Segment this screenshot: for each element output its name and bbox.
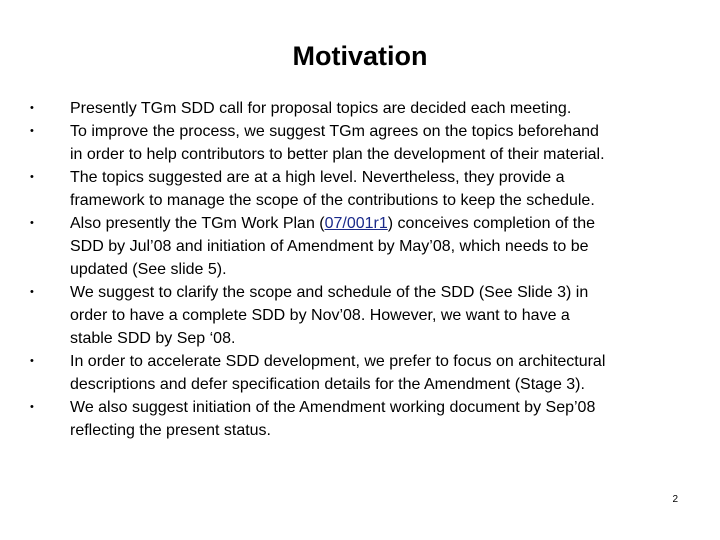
bullet-line: The topics suggested are at a high level. Nevertheless, they provide a: [70, 169, 565, 186]
bullet-line: descriptions and defer specification details for the Amendment (Stage 3).: [70, 376, 585, 393]
bullet-dot-icon: •: [30, 401, 34, 413]
bullet-item: [30, 350, 690, 396]
work-plan-link[interactable]: 07/001r1: [324, 215, 388, 232]
bullet-line: We suggest to clarify the scope and schedule of the SDD (See Slide 3) in: [70, 284, 589, 301]
bullet-line: Presently TGm SDD call for proposal topics are decided each meeting.: [70, 100, 572, 117]
bullet-text: [70, 281, 690, 350]
page-number: 2: [672, 494, 678, 505]
bullet-item: [30, 97, 690, 120]
bullet-line: [70, 212, 690, 235]
bullet-line: order to have a complete SDD by Nov’08. However, we want to have a: [70, 307, 570, 324]
bullet-text: [70, 350, 690, 396]
bullet-text-segment: ) conceives completion of the: [387, 215, 595, 232]
bullet-dot-icon: •: [30, 102, 34, 114]
bullet-item: [30, 396, 690, 442]
bullet-text: [70, 97, 690, 120]
bullet-text-segment: Also presently the TGm Work Plan (: [70, 215, 325, 232]
bullet-item: [30, 120, 690, 166]
bullet-list: [30, 97, 690, 442]
bullet-dot-icon: •: [30, 355, 34, 367]
bullet-line: We also suggest initiation of the Amendment working document by Sep’08: [70, 399, 596, 416]
bullet-text: [70, 166, 690, 212]
bullet-item: [30, 281, 690, 350]
bullet-dot-icon: •: [30, 286, 34, 298]
bullet-dot-icon: •: [30, 125, 34, 137]
slide-title: Motivation: [292, 41, 428, 71]
bullet-line: updated (See slide 5).: [70, 261, 227, 278]
bullet-text: [70, 212, 690, 281]
bullet-item: [30, 212, 690, 281]
bullet-line: SDD by Jul’08 and initiation of Amendment by May’08, which needs to be: [70, 238, 589, 255]
bullet-dot-icon: •: [30, 217, 34, 229]
bullet-line: framework to manage the scope of the contributions to keep the schedule.: [70, 192, 595, 209]
bullet-line: To improve the process, we suggest TGm agrees on the topics beforehand: [70, 123, 599, 140]
bullet-line: reflecting the present status.: [70, 422, 271, 439]
bullet-line: In order to accelerate SDD development, we prefer to focus on architectural: [70, 353, 606, 370]
bullet-line: stable SDD by Sep ‘08.: [70, 330, 236, 347]
bullet-line: in order to help contributors to better plan the development of their material.: [70, 146, 605, 163]
bullet-dot-icon: •: [30, 171, 34, 183]
bullet-text: [70, 120, 690, 166]
bullet-item: [30, 166, 690, 212]
bullet-text: [70, 396, 690, 442]
